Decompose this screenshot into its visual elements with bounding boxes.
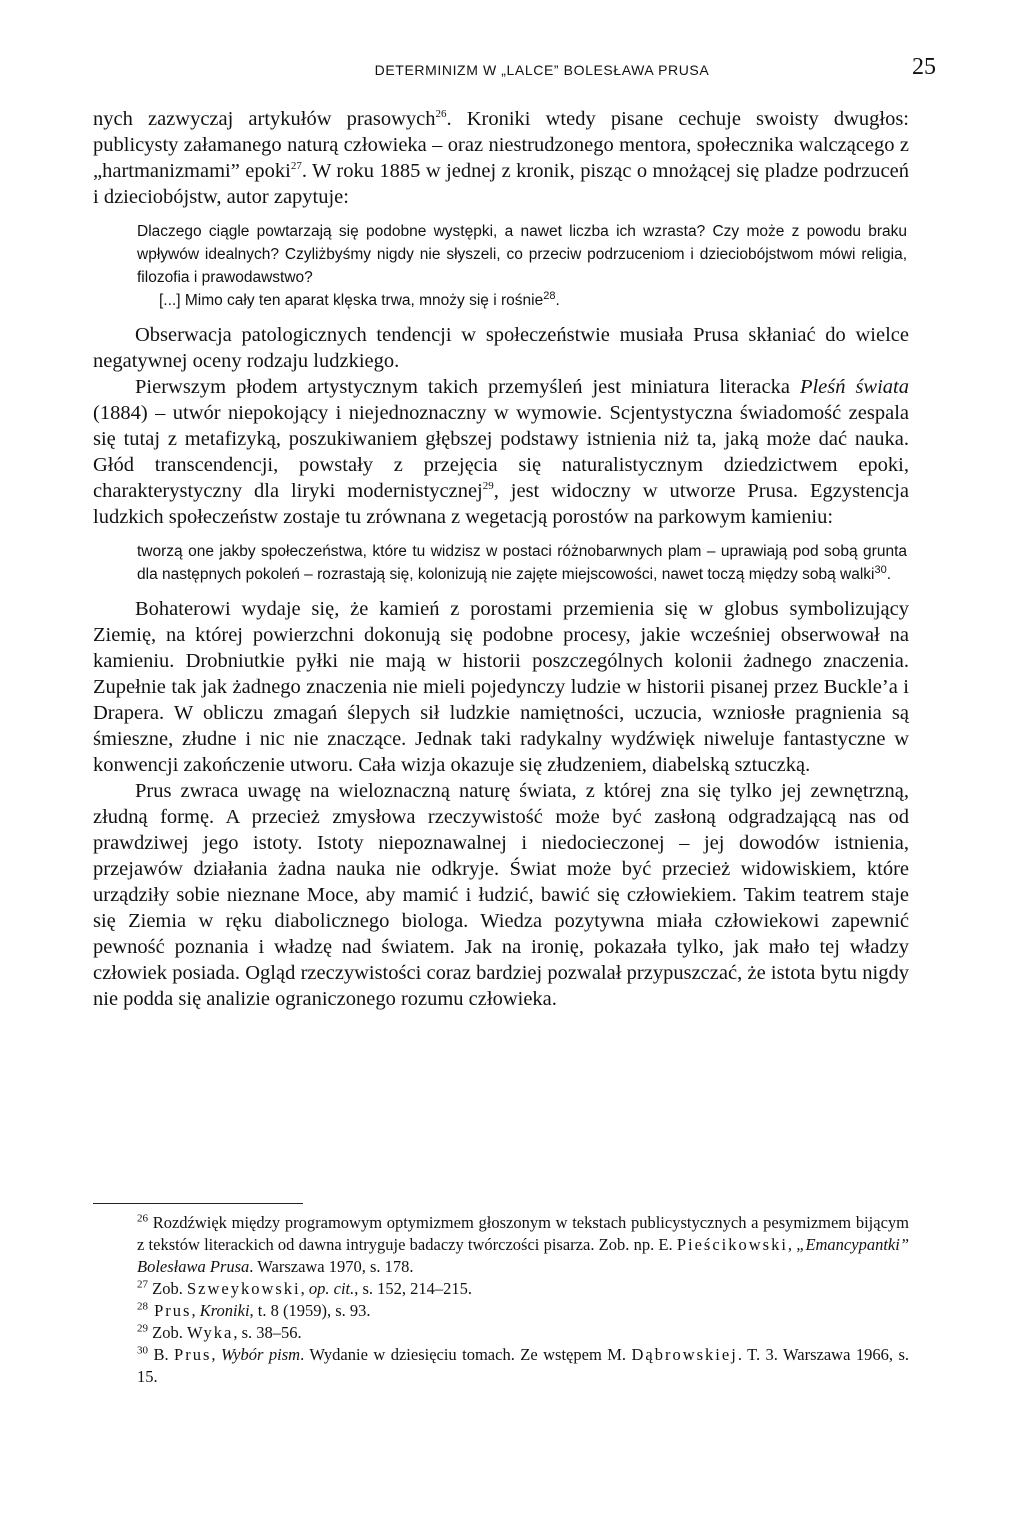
paragraph (93, 106, 909, 210)
footnote (93, 1278, 909, 1300)
text-span: , jest widoczny w utworze Prusa. Egzystencja ludzkich społeczeństw zostaje tu zrównana z wegetacją porostów na parkowym kamieniu: (93, 480, 909, 528)
work-title: „Emancypantki” Bolesława Prusa (137, 1235, 910, 1276)
footnote-ref: 26 (435, 108, 447, 121)
work-title: Pleśń świata (799, 376, 909, 398)
text-span: Zob. (148, 1323, 187, 1342)
footnote-number: 27 (137, 1278, 148, 1291)
footnote-number: 30 (137, 1344, 148, 1357)
footnote (93, 1344, 909, 1388)
author-name: Prus (148, 1301, 192, 1320)
paragraph (93, 374, 909, 530)
block-quote (93, 220, 909, 312)
quote-paragraph: Dlaczego ciągle powtarzają się podobne występki, a nawet liczba ich wzrasta? Czy może z powodu braku wpływów idealnych? Czyliżbyśmy nigdy nie słyszeli, co przeciw podrzuceniom i dzieciobójstwom mówi religia, filozofia i prawodawstwo? (137, 223, 907, 286)
main-text (93, 106, 909, 1012)
footnote (93, 1212, 909, 1278)
text-span: . T. 3. Warszawa 1966, s. 15. (137, 1345, 909, 1386)
author-name: Szweykowski (186, 1279, 301, 1298)
quote-paragraph (137, 540, 907, 586)
author-name: Dąbrowskiej (631, 1345, 738, 1364)
paragraph: Prus zwraca uwagę na wieloznaczną naturę świata, z której zna się tylko jej zewnętrzną, złudną formę. A przecież zmysłowa rzeczywistość może być zasłoną odgradzającą nas od prawdziwej jego istoty. Istoty niepoznawalnej i niedocieczonej – jej dowodów istnienia, przejawów działania żadna nauka nie odkryje. Świat może być przecież widowiskiem, które urządziły sobie nieznane Moce, aby mamić i łudzić, bawić się człowiekiem. Takim teatrem staje się Ziemia w ręku diabolicznego biologa. Wiedza pozytywna miała człowiekowi zapewnić pewność poznania i władzę nad światem. Jak na ironię, pokazała tylko, jak mało tej władzy człowiek posiada. Ogląd rzeczywistości coraz bardziej pozwalał przypuszczać, że istota bytu nigdy nie podda się analizie ograniczonego rozumu człowieka. (93, 780, 909, 1010)
work-title: op. cit. (308, 1279, 355, 1298)
footnote-ref: 27 (290, 160, 302, 173)
text-span: , s. 152, 214–215. (354, 1279, 473, 1298)
text-span: , (191, 1301, 200, 1320)
work-title: Wybór pism (220, 1345, 301, 1364)
text-span: nych zazwyczaj artykułów prasowych (93, 108, 436, 130)
footnote (93, 1322, 909, 1344)
text-span: [...] Mimo cały ten aparat klęska trwa, mnoży się i rośnie (159, 292, 544, 309)
text-span: , (787, 1235, 797, 1254)
work-title: Kroniki (199, 1301, 250, 1320)
text-span: Zob. (148, 1279, 187, 1298)
author-name: Wyka (186, 1323, 234, 1342)
text-span: . Wydanie w dziesięciu tomach. Ze wstępem M. (300, 1345, 632, 1364)
block-quote (93, 540, 909, 586)
footnote (93, 1300, 909, 1322)
footnote-ref: 28 (543, 289, 556, 302)
text-span: (1884) – utwór niepokojący i niejednoznaczny w wymowie. Scjentystyczna świadomość zespala się tutaj z metafizyką, poszukiwaniem głębszej podstawy istnienia niż ta, jaką może dać nauka. Głód transcendencji, powstały z przejęcia się naturalistycznym dziedzictwem epoki, charakterystyczny dla liryki modernistycznej (93, 402, 909, 502)
text-span: . (886, 566, 892, 583)
text-span: . Warszawa 1970, s. 178. (249, 1257, 414, 1276)
text-span: , s. 38–56. (233, 1323, 302, 1342)
footnote-ref: 30 (874, 563, 887, 576)
page-number: 25 (912, 54, 936, 80)
text-span: Rozdźwięk między programowym optymizmem głoszonym w tekstach publicystycznych a pesymizmem bijącym z tekstów literackich od dawna intryguje badaczy twórczości pisarza. Zob. np. E. (137, 1213, 909, 1254)
quote-paragraph (137, 289, 907, 312)
paragraph: Obserwacja patologicznych tendencji w społeczeństwie musiała Prusa skłaniać do wielce negatywnej oceny rodzaju ludzkiego. (93, 324, 909, 372)
text-span: B. (148, 1345, 175, 1364)
page-header (0, 56, 1024, 88)
text-span: tworzą one jakby społeczeństwa, które tu widzisz w postaci różnobarwnych plam – uprawiają pod sobą grunta dla następnych pokoleń – rozrastają się, kolonizują nie zajęte miejscowości, nawet toczą między sobą walki (137, 543, 907, 583)
text-span: , t. 8 (1959), s. 93. (249, 1301, 371, 1320)
footnote-separator (93, 1203, 303, 1204)
author-name: Pieścikowski (676, 1235, 788, 1254)
footnotes (93, 1212, 909, 1388)
running-head: DETERMINIZM W „LALCE” BOLESŁAWA PRUSA (374, 62, 710, 78)
text-span: , (211, 1345, 221, 1364)
footnote-number: 28 (137, 1300, 148, 1313)
footnote-number: 29 (137, 1322, 148, 1335)
footnote-number: 26 (137, 1212, 148, 1225)
footnote-ref: 29 (482, 480, 494, 493)
text-span: , (300, 1279, 309, 1298)
paragraph: Bohaterowi wydaje się, że kamień z porostami przemienia się w globus symbolizujący Ziemię, na której powierzchni dokonują się podobne procesy, jakie wcześniej obserwował na kamieniu. Drobniutkie pyłki nie mają w historii poszczególnych kolonii żadnego znaczenia. Zupełnie tak jak żadnego znaczenia nie mieli pojedynczy ludzie w historii pisanej przez Buckle’a i Drapera. W obliczu zmagań ślepych sił ludzkie namiętności, uczucia, wzniosłe pragnienia są śmieszne, złudne i nic nie znaczące. Jednak taki radykalny wydźwięk niweluje fantastyczne w konwencji zakończenie utworu. Cała wizja okazuje się złudzeniem, diabelską sztuczką. (93, 598, 909, 776)
author-name: Prus (174, 1345, 212, 1364)
text-span: . Kroniki wtedy pisane cechuje swoisty dwugłos: publicysty załamanego naturą człowieka – oraz niestrudzonego mentora, społecznika walczącego z „hartmanizmami” epoki (93, 108, 909, 182)
text-span: Pierwszym płodem artystycznym takich przemyśleń jest miniatura literacka (135, 376, 800, 398)
text-span: . (555, 292, 560, 309)
text-span: . W roku 1885 w jednej z kronik, pisząc o mnożącej się pladze podrzuceń i dzieciobójstw, autor zapytuje: (93, 160, 910, 208)
